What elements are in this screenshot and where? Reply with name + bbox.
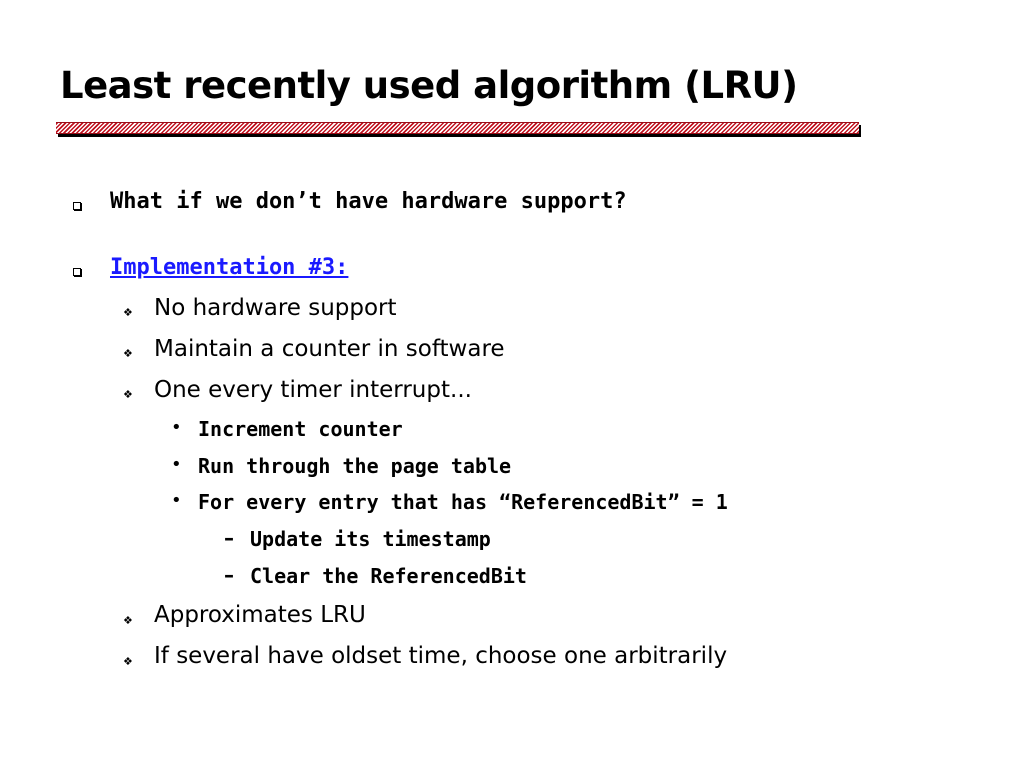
dot-bullet-icon: •: [171, 454, 182, 475]
sub-bullet-choose-arbitrarily: If several have oldset time, choose one arbitrarily: [154, 643, 728, 669]
dash-bullet-icon: –: [224, 526, 234, 550]
item-increment-counter: Increment counter: [198, 417, 403, 441]
square-bullet-icon: [73, 202, 81, 210]
item-referenced-bit-entry: For every entry that has “ReferencedBit” = 1: [198, 490, 728, 514]
dash-bullet-icon: –: [224, 563, 234, 587]
implementation-3-link[interactable]: Implementation #3:: [110, 255, 349, 280]
item-clear-referenced-bit: Clear the ReferencedBit: [250, 564, 527, 588]
sub-bullet-no-hardware-support: No hardware support: [154, 295, 397, 321]
slide-title: Least recently used algorithm (LRU): [60, 64, 798, 107]
sub-bullet-maintain-counter: Maintain a counter in software: [154, 336, 505, 362]
bullet-hardware-support-question: What if we don’t have hardware support?: [110, 189, 627, 214]
title-underline-rule: [56, 122, 859, 134]
sub-bullet-approximates-lru: Approximates LRU: [154, 602, 366, 628]
item-run-through-page-table: Run through the page table: [198, 454, 512, 478]
diamond-bullet-icon: ❖: [123, 655, 133, 668]
diamond-bullet-icon: ❖: [123, 347, 133, 360]
dot-bullet-icon: •: [171, 417, 182, 438]
sub-bullet-timer-interrupt: One every timer interrupt...: [154, 377, 472, 403]
dot-bullet-icon: •: [171, 490, 182, 511]
item-update-timestamp: Update its timestamp: [250, 527, 491, 551]
diamond-bullet-icon: ❖: [123, 388, 133, 401]
diamond-bullet-icon: ❖: [123, 306, 133, 319]
square-bullet-icon: [73, 268, 81, 276]
diamond-bullet-icon: ❖: [123, 614, 133, 627]
